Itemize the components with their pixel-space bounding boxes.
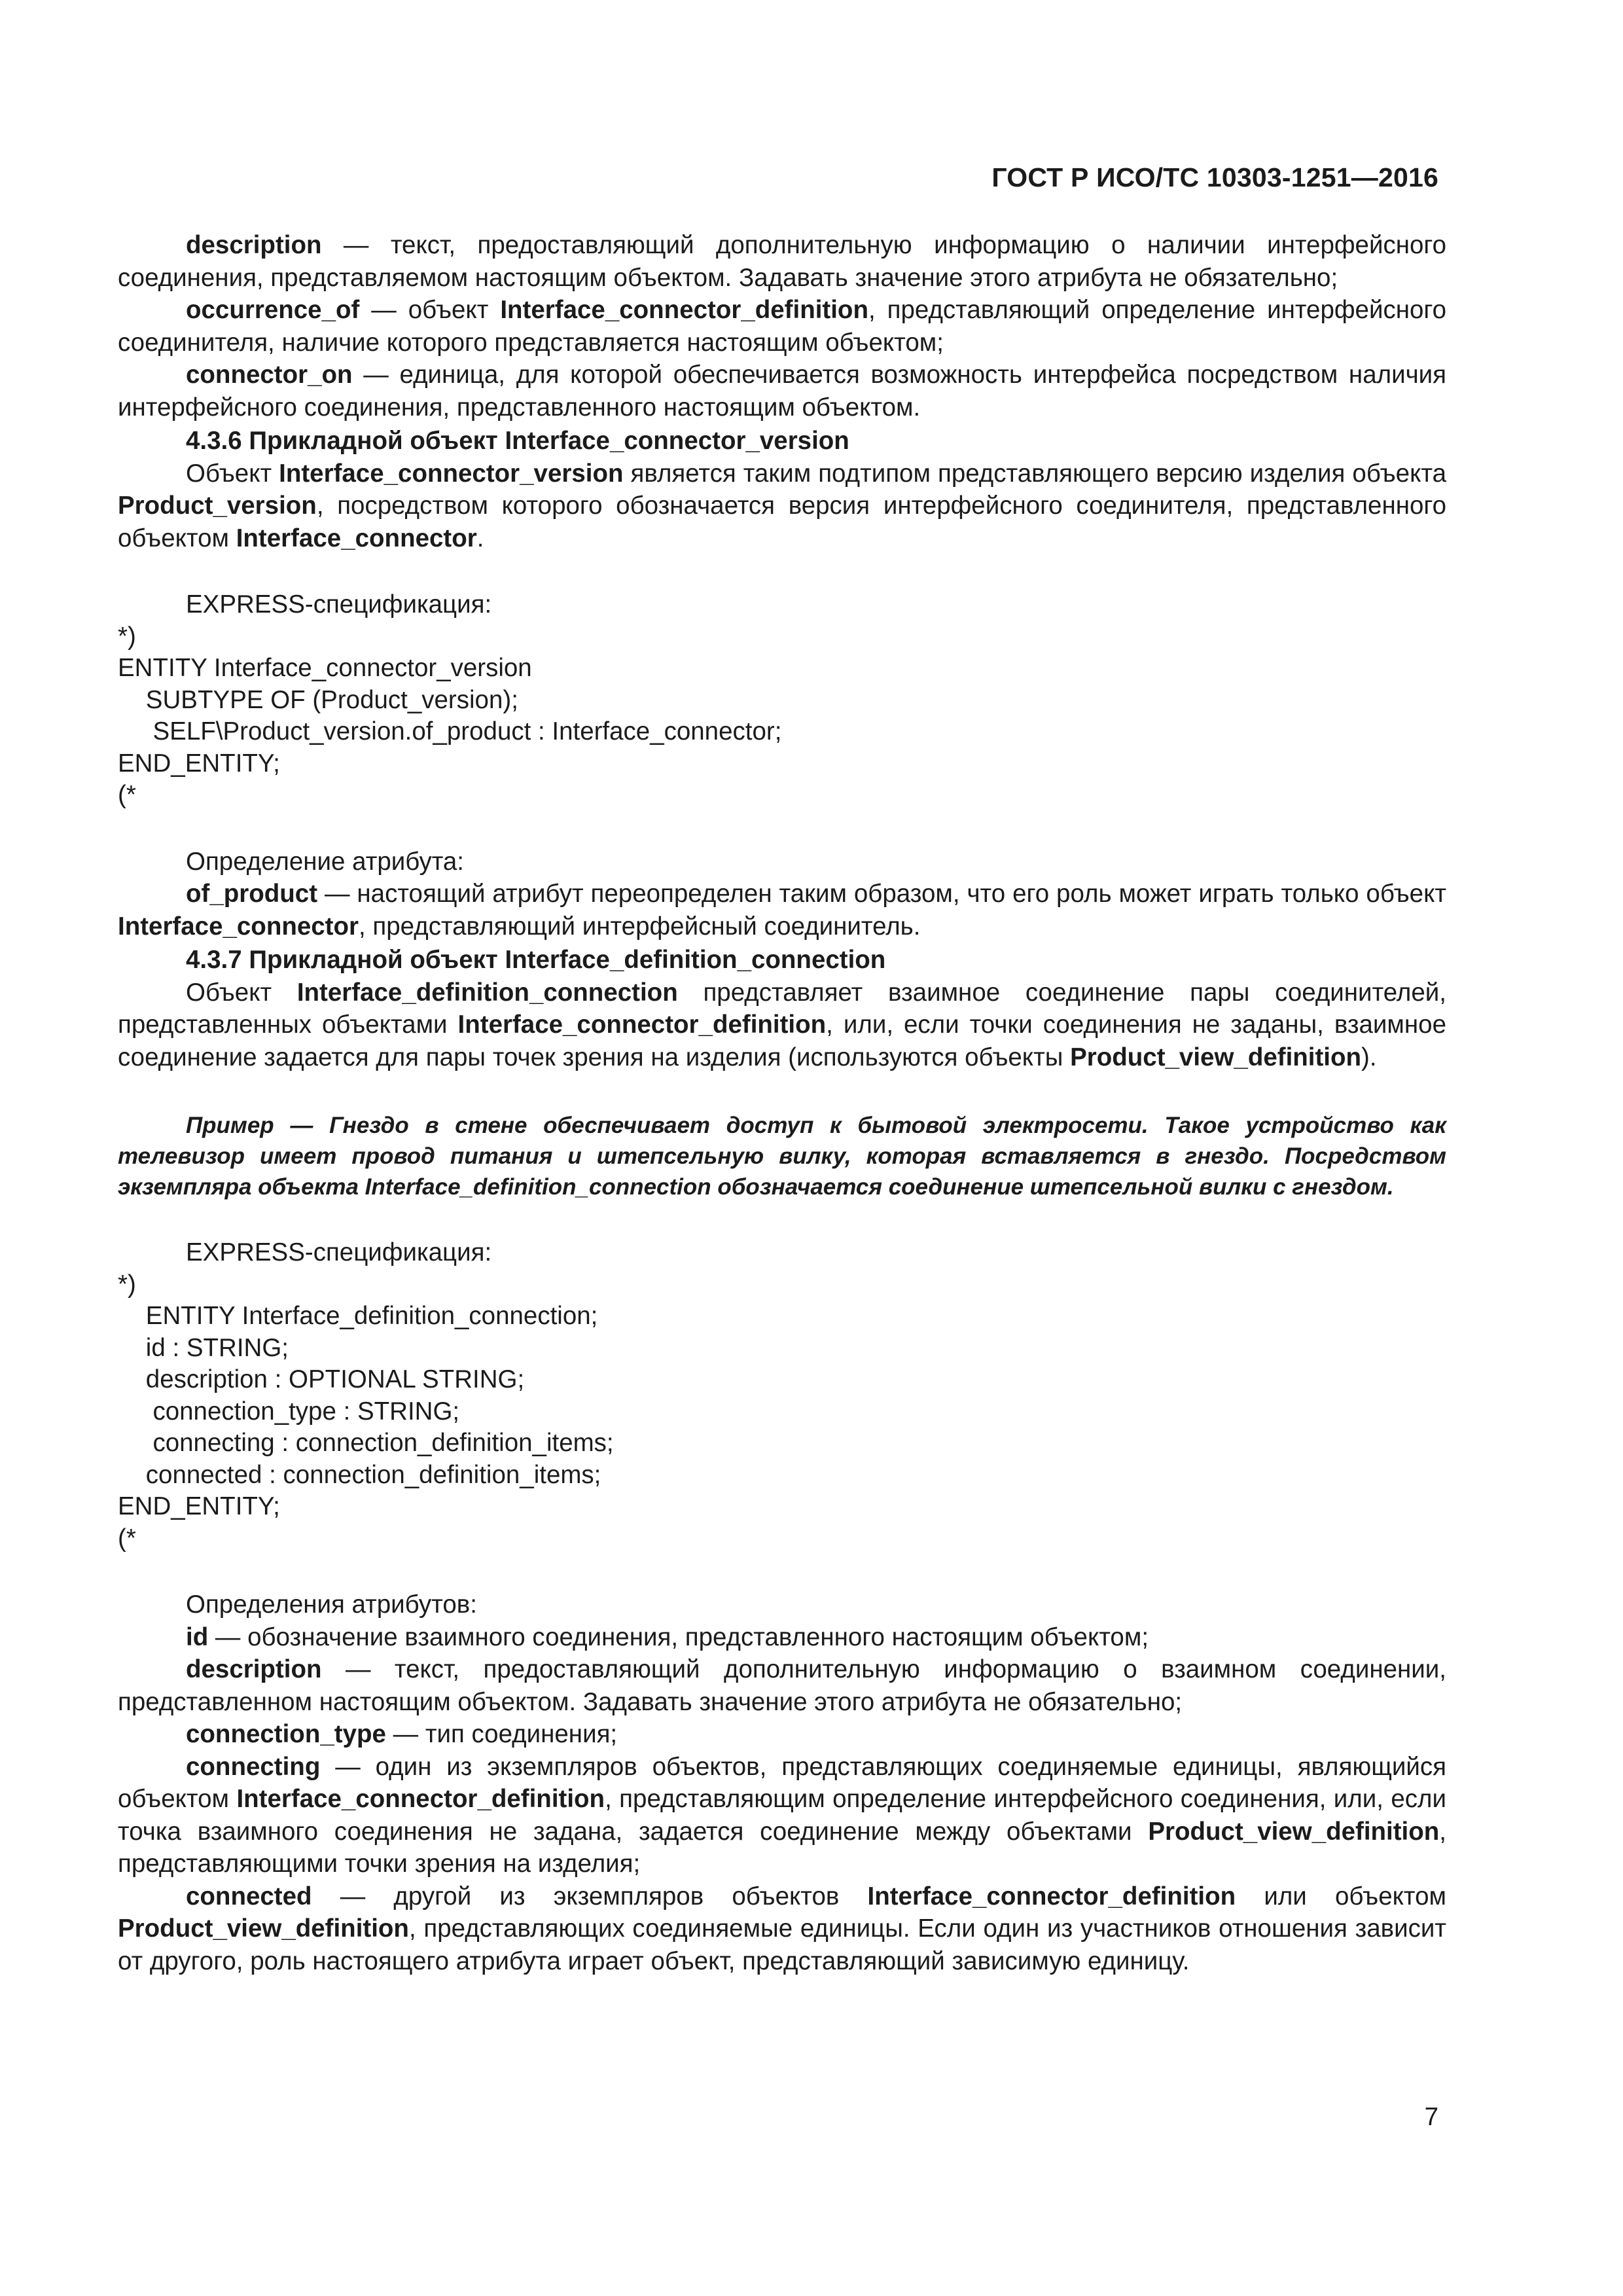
express-spec-label: EXPRESS-спецификация:	[186, 1238, 492, 1266]
term: description	[186, 231, 322, 259]
attr-definition-label: Определение атрибута:	[186, 847, 465, 876]
express-code-block: *) ENTITY Interface_definition_connection; id : STRING; description : OPTIONAL STRING; connection_type : STRING; connecting : connection_definition_items; connected : connection_definition_items; END_ENTITY; (*	[118, 1270, 614, 1552]
section-heading-4-3-7: 4.3.7 Прикладной объект Interface_definition_connection	[186, 946, 886, 974]
attr-id: id — обозначение взаимного соединения, представленного настоящим объектом;	[186, 1623, 1149, 1651]
section-4-3-7-paragraph: Объект Interface_definition_connection представляет взаимное соединение пары соединителей, представленных объектами Interface_connector_definition, или, если точки соединения не заданы, взаимное соединение задается для пары точек зрения на изделия (используются объекты Product_view_definition).	[118, 978, 1446, 1071]
attr-occurrence-of: occurrence_of — объект Interface_connector_definition, представляющий определение интерфейсного соединителя, наличие которого представляется настоящим объектом;	[118, 296, 1446, 357]
term: connector_on	[186, 361, 353, 389]
attr-connected: connected — другой из экземпляров объектов Interface_connector_definition или объектом Product_view_definition, представляющих соединяемые единицы. Если один из участников отношения зависит от другого, роль настоящего атрибута играет объект, представляющий зависимую единицу.	[118, 1882, 1446, 1975]
attr-description-2: description — текст, предоставляющий дополнительную информацию о взаимном соединении, представленном настоящим объектом. Задавать значение этого атрибута не обязательно;	[118, 1655, 1446, 1716]
ref: Interface_connector_definition	[500, 296, 868, 324]
attr-description: description — текст, предоставляющий дополнительную информацию о наличии интерфейсного соединения, представляемом настоящим объектом. Задавать значение этого атрибута не обязательно;	[118, 231, 1446, 292]
express-spec-label: EXPRESS-спецификация:	[186, 590, 492, 619]
page-number: 7	[1424, 2103, 1438, 2131]
attr-connecting: connecting — один из экземпляров объектов, представляющих соединяемые единицы, являющийся объектом Interface_connector_definition, представляющим определение интерфейсного соединения, или, если точка взаимного соединения не задана, задается соединение между объектами Product_view_definition, представляющими точки зрения на изделия;	[118, 1752, 1447, 1878]
section-4-3-6-paragraph: Объект Interface_connector_version является таким подтипом представляющего версию изделия объекта Product_version, посредством которого обозначается версия интерфейсного соединителя, представленного объектом Interface_connector.	[118, 459, 1446, 552]
express-code-block: *) ENTITY Interface_connector_version SUBTYPE OF (Product_version); SELF\Product_version.of_product : Interface_connector; END_ENTITY; (*	[118, 622, 782, 809]
attr-connection-type: connection_type — тип соединения;	[186, 1720, 618, 1748]
attr-definitions-label: Определения атрибутов:	[186, 1590, 477, 1619]
attr-connector-on: connector_on — единица, для которой обеспечивается возможность интерфейса посредством наличия интерфейсного соединения, представленного настоящим объектом.	[118, 361, 1446, 422]
page-content	[118, 229, 1446, 1977]
example-note: Пример — Гнездо в стене обеспечивает доступ к бытовой электросети. Такое устройство как телевизор имеет провод питания и штепсельную вилку, которая вставляется в гнездо. Посредством экземпляра объекта Interface_definition_connection обозначается соединение штепсельной вилки с гнездом.	[118, 1113, 1446, 1200]
document-code-header: ГОСТ Р ИСО/ТС 10303-1251—2016	[991, 162, 1438, 192]
attr-of-product: of_product — настоящий атрибут переопределен таким образом, что его роль может играть только объект Interface_connector, представляющий интерфейсный соединитель.	[118, 880, 1446, 941]
term: occurrence_of	[186, 296, 360, 324]
section-heading-4-3-6: 4.3.6 Прикладной объект Interface_connector_version	[186, 427, 849, 455]
